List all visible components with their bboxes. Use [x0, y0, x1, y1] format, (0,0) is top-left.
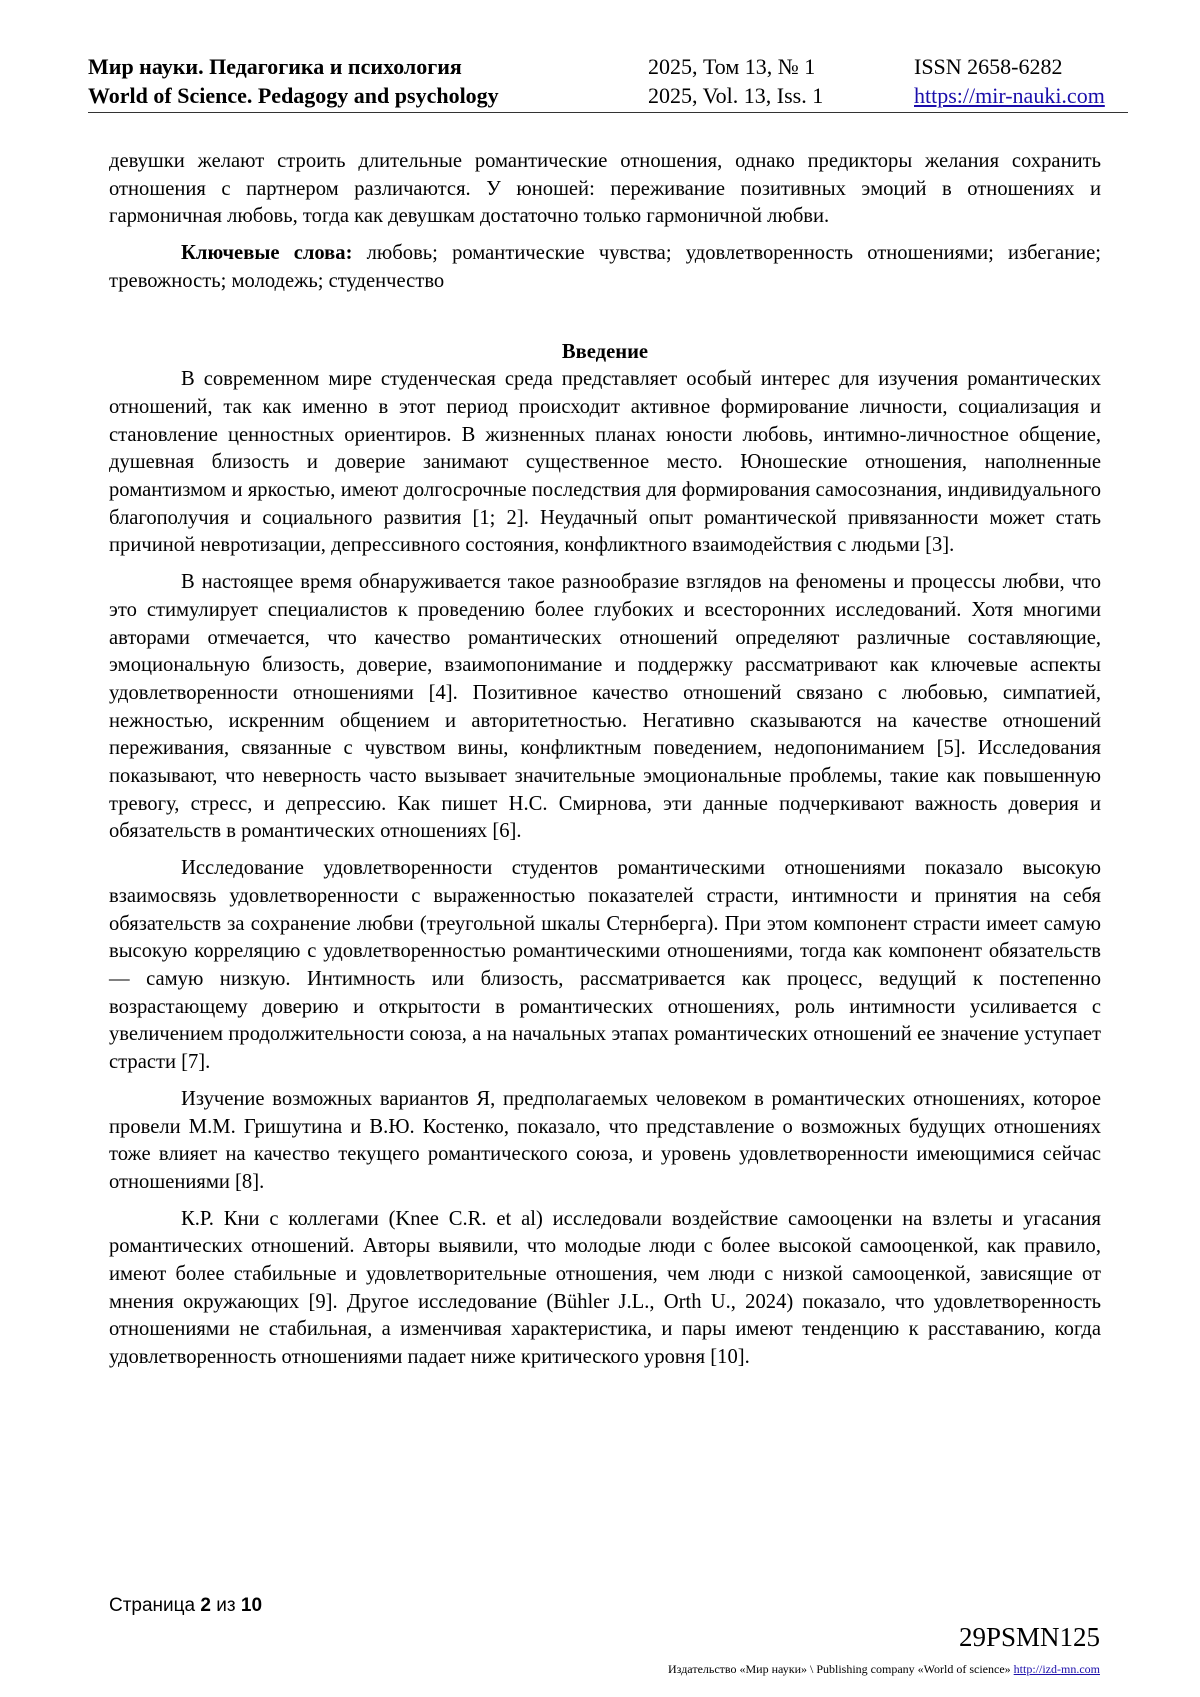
journal-title-ru: Мир науки. Педагогика и психология [88, 54, 462, 79]
keywords [109, 240, 1101, 295]
page-header [88, 52, 1128, 113]
page-of: из [216, 1595, 236, 1616]
journal-url-link[interactable]: https://mir-nauki.com [914, 83, 1105, 108]
paragraph-4: Изучение возможных вариантов Я, предполагаемых человеком в романтических отношениях, которое провели М.М. Гришутина и В.Ю. Костенко, показало, что представление о возможных будущих отношениях тоже влияет на качество текущего романтического союза, и уровень удовлетворенности имеющимися сейчас отношениями [8]. [109, 1087, 1101, 1193]
page-label: Страница [109, 1595, 196, 1616]
page-number [109, 1595, 262, 1617]
publisher-text: Издательство «Мир науки» \ Publishing company «World of science» [668, 1662, 1011, 1676]
journal-title [88, 52, 499, 110]
article-body [109, 148, 1101, 1381]
issue-info [648, 52, 823, 110]
paragraph-3: Исследование удовлетворенности студентов романтическими отношениями показало высокую взаимосвязь удовлетворенности с выраженностью показателей страсти, интимности и принятия на себя обязательств за сохранение любви (треугольной шкалы Стернберга). При этом компонент страсти имеет самую высокую корреляцию с удовлетворенностью романтическими отношениями, тогда как компонент обязательств — самую низкую. Интимность или близость, рассматривается как процесс, ведущий к постепенно возрастающему доверию и открытости в романтических отношениях, роль интимности усиливается с увеличением продолжительности союза, а на начальных этапах романтических отношений ее значение уступает страсти [7]. [109, 857, 1101, 1074]
publisher-line [668, 1662, 1100, 1677]
document-code: 29PSMN125 [958, 1622, 1100, 1652]
publisher-url-link[interactable]: http://izd-mn.com [1013, 1662, 1100, 1676]
issn: ISSN 2658-6282 [914, 54, 1063, 79]
issn-block [914, 52, 1105, 110]
journal-title-en: World of Science. Pedagogy and psychology [88, 83, 499, 108]
section-title: Введение [561, 340, 649, 363]
issue-ru: 2025, Том 13, № 1 [648, 54, 816, 79]
page-total: 10 [240, 1595, 263, 1616]
issue-en: 2025, Vol. 13, Iss. 1 [648, 83, 824, 108]
keywords-label: Ключевые слова: [181, 242, 353, 265]
paragraph-2: В настоящее время обнаруживается такое разнообразие взглядов на феномены и процессы любви, что это стимулирует специалистов к проведению более глубоких и всесторонних исследований. Хотя многими авторами отмечается, что качество романтических отношений определяют различные составляющие, эмоциональную близость, доверие, взаимопонимание и поддержку рассматривают как ключевые аспекты удовлетворенности отношениями [4]. Позитивное качество отношений связано с любовью, симпатией, нежностью, искренним общением и авторитетностью. Негативно сказываются на качестве отношений переживания, связанные с чувством вины, конфликтным поведением, недопониманием [5]. Исследования показывают, что неверность часто вызывает значительные эмоциональные проблемы, такие как повышенную тревогу, стресс, и депрессию. Как пишет Н.С. Смирнова, эти данные подчеркивают важность доверия и обязательств в романтических отношениях [6]. [109, 571, 1101, 843]
keywords-text: любовь; романтические чувства; удовлетворенность отношениями; избегание; тревожность; молодежь; студенчество [109, 242, 1102, 292]
paragraph-1: В современном мире студенческая среда представляет особый интерес для изучения романтических отношений, так как именно в этот период происходит активное формирование личности, социализация и становление ценностных ориентиров. В жизненных планах юности любовь, интимно-личностное общение, душевная близость и доверие занимают существенное место. Юношеские отношения, наполненные романтизмом и яркостью, имеют долгосрочные последствия для формирования самосознания, индивидуального благополучия и социального развития [1; 2]. Неудачный опыт романтической привязанности может стать причиной невротизации, депрессивного состояния, конфликтного взаимодействия с людьми [3]. [109, 368, 1101, 557]
page-current: 2 [200, 1595, 211, 1616]
paragraph-5: К.Р. Кни с коллегами (Knee C.R. et al) исследовали воздействие самооценки на взлеты и угасания романтических отношений. Авторы выявили, что молодые люди с более высокой самооценкой, как правило, имеют более стабильные и удовлетворительные отношения, чем люди с низкой самооценкой, зависящие от мнения окружающих [9]. Другое исследование (Bühler J.L., Orth U., 2024) показало, что удовлетворенность отношениями не стабильная, а изменчивая характеристика, и пары имеют тенденцию к расставанию, когда удовлетворенность отношениями падает ниже критического уровня [10]. [109, 1207, 1101, 1369]
abstract-tail: девушки желают строить длительные романтические отношения, однако предикторы желания сохранить отношения с партнером различаются. У юношей: переживание позитивных эмоций в отношениях и гармоничная любовь, тогда как девушкам достаточно только гармоничной любви. [109, 150, 1101, 228]
